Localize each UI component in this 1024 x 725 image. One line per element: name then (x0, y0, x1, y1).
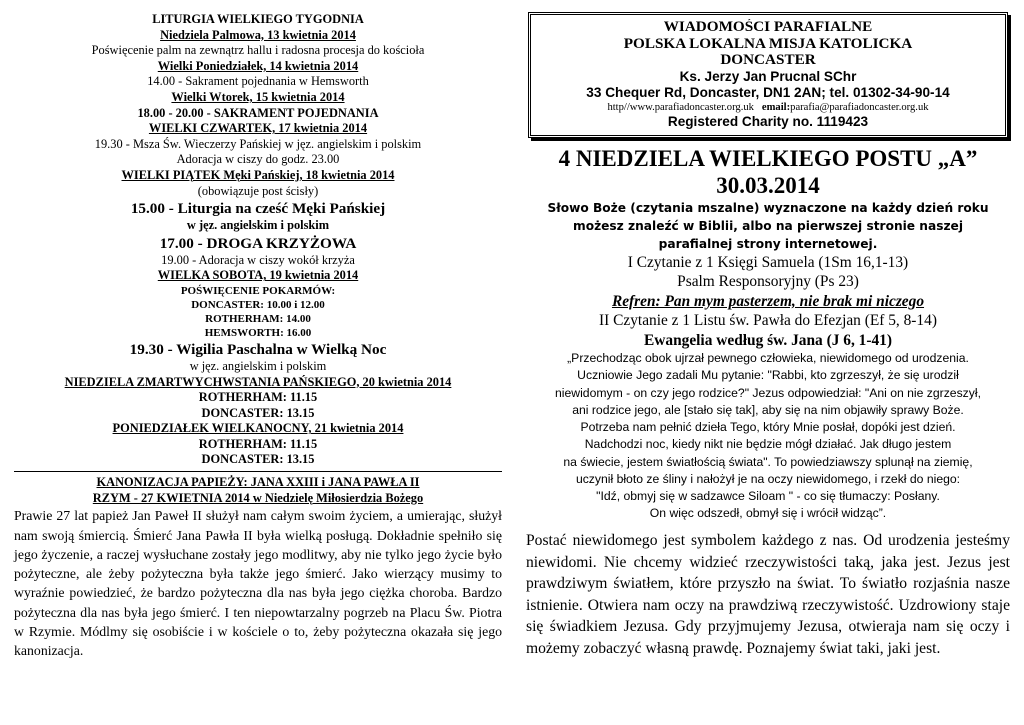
psalm-refrain: Refren: Pan mym pasterzem, nie brak mi niczego (611, 292, 925, 310)
liturgy-line: PONIEDZIAŁEK WIELKANOCNY, 21 kwietnia 2014 (112, 421, 404, 436)
liturgy-line: (obowiązuje post ścisły) (197, 183, 319, 198)
gospel-quote-line: na świecie, jestem światłością świata". To powiedziawszy splunął na ziemię, (563, 454, 973, 469)
liturgy-line: HEMSWORTH: 16.00 (204, 326, 312, 339)
liturgy-line: POŚWIĘCENIE POKARMÓW: (180, 284, 336, 297)
liturgy-line: w jęz. angielskim i polskim (186, 218, 330, 233)
gospel-quote-line: "Idź, obmyj się w sadzawce Siloam " - co się tłumaczy: Posłany. (596, 488, 940, 503)
liturgy-line: ROTHERHAM: 11.15 (198, 436, 318, 451)
gospel-quote-line: Potrzeba nam pełnić dzieła Tego, który Mnie posłał, dopóki jest dzień. (580, 420, 956, 435)
gospel-quote-line: uczynił błoto ze śliny i nałożył je na oczy niewidomego, i rzekł do niego: (575, 471, 961, 486)
gospel-quote-line: On więc odszedł, obmył się i wrócił widząc”. (649, 506, 887, 521)
liturgy-line: Niedziela Palmowa, 13 kwietnia 2014 (160, 27, 356, 42)
liturgy-line: WIELKI PIĄTEK Męki Pańskiej, 18 kwietnia 2014 (121, 167, 395, 182)
liturgy-line: DONCASTER: 13.15 (201, 405, 315, 420)
header-contact (537, 101, 999, 114)
psalm: Psalm Responsoryjny (Ps 23) (677, 273, 859, 291)
canonization-subtitle: RZYM - 27 KWIETNIA 2014 w Niedzielę Miłosierdzia Bożego (92, 490, 424, 505)
liturgy-line: DONCASTER: 10.00 i 12.00 (191, 298, 325, 311)
divider (14, 471, 502, 472)
liturgy-line: 15.00 - Liturgia na cześć Męki Pańskiej (130, 200, 386, 218)
liturgy-line: 19.30 - Wigilia Paschalna w Wielką Noc (129, 340, 387, 358)
liturgy-line: 17.00 - DROGA KRZYŻOWA (159, 234, 357, 252)
gospel-quote (526, 350, 1010, 522)
liturgy-line: WIELKA SOBOTA, 19 kwietnia 2014 (157, 268, 359, 283)
liturgy-line: Wielki Wtorek, 15 kwietnia 2014 (171, 89, 345, 104)
liturgy-line: 14.00 - Sakrament pojednania w Hemsworth (147, 74, 369, 89)
liturgy-line: 18.00 - 20.00 - SAKRAMENT POJEDNANIA (137, 105, 379, 120)
sunday-date: 30.03.2014 (716, 172, 820, 198)
liturgy-line: ROTHERHAM: 11.15 (198, 390, 318, 405)
gospel-quote-line: ani rodzice jego, ale [stało się tak], aby się na nim objawiły sprawy Boże. (572, 402, 964, 417)
liturgy-line: ROTHERHAM: 14.00 (205, 312, 311, 325)
gospel-title: Ewangelia według św. Jana (J 6, 1-41) (644, 331, 892, 349)
first-reading: I Czytanie z 1 Księgi Samuela (1Sm 16,1-13) (627, 253, 909, 271)
canonization-title: KANONIZACJA PAPIEŻY: JANA XXIII i JANA PAWŁA II (96, 475, 420, 490)
gospel-quote-line: Uczniowie Jego zadali Mu pytanie: "Rabbi, kto zgrzeszył, że się urodził (577, 368, 959, 383)
header-website[interactable]: http//www.parafiadoncaster.org.uk (607, 101, 754, 113)
liturgy-line: NIEDZIELA ZMARTWYCHWSTANIA PAŃSKIEGO, 20 kwietnia 2014 (64, 374, 452, 389)
word-of-god-line: parafialnej strony internetowej. (658, 236, 878, 251)
liturgy-line: w jęz. angielskim i polskim (189, 358, 327, 373)
liturgy-line: Adoracja w ciszy do godz. 23.00 (176, 152, 340, 167)
sunday-title: 4 NIEDZIELA WIELKIEGO POSTU „A” (558, 145, 978, 171)
canonization-text: Prawie 27 lat papież Jan Paweł II służył nam całym swoim życiem, a umierając, służył nam swoją śmiercią. Śmierć Jana Pawła II była wielką posługą. Dokładnie spełniło się jego życzenie, a raczej wysłuchane zostały jego modlitwy, aby nie tylko jego życie było pożyteczne, ale żeby pożyteczna była także jego śmierć. Jako wierzący musimy to wyraźnie powiedzieć, że bardzo pożyteczna dla nas była jego ciężka choroba. Bardzo pożyteczna dla nas była jego śmierć. I ten niepowtarzalny pogrzeb na Placu Św. Piotra w Rzymie. Módlmy się osobiście i w kościele o to, żeby pożyteczna okazała się jego kanonizacja. (14, 508, 502, 659)
liturgy-line: 19.30 - Msza Św. Wieczerzy Pańskiej w jęz. angielskim i polskim (94, 136, 422, 151)
liturgy-line: Wielki Poniedziałek, 14 kwietnia 2014 (157, 58, 359, 73)
header-charity: Registered Charity no. 1119423 (667, 113, 869, 129)
header-title: WIADOMOŚCI PARAFIALNE (663, 19, 873, 35)
header-mission: POLSKA LOKALNA MISJA KATOLICKA (623, 35, 913, 52)
left-column (14, 12, 502, 661)
liturgy-line: LITURGIA WIELKIEGO TYGODNIA (152, 12, 364, 26)
gospel-quote-line: „Przechodząc obok ujrzał pewnego człowieka, niewidomego od urodzenia. (567, 351, 969, 366)
holy-week-liturgy (14, 12, 502, 468)
parish-header-box (528, 12, 1008, 138)
word-of-god-note (526, 199, 1010, 253)
word-of-god-line: Słowo Boże (czytania mszalne) wyznaczone na każdy dzień roku (547, 200, 989, 215)
header-city: DONCASTER (720, 52, 816, 69)
right-column (526, 12, 1010, 659)
second-reading: II Czytanie z 1 Listu św. Pawła do Efezjan (Ef 5, 8-14) (599, 312, 937, 330)
gospel-quote-line: niewidomym - on czy jego rodzice?" Jezus odpowiedział: "Ani on nie zgrzeszył, (555, 385, 981, 400)
liturgy-line: Poświęcenie palm na zewnątrz hallu i radosna procesja do kościoła (91, 43, 425, 58)
gospel-quote-line: Nadchodzi noc, kiedy nikt nie będzie mógł działać. Jak długo jestem (584, 437, 952, 452)
header-email-label: email: (761, 101, 791, 113)
header-email[interactable]: parafia@parafiadoncaster.org.uk (790, 101, 929, 113)
liturgy-line: WIELKI CZWARTEK, 17 kwietnia 2014 (148, 121, 368, 136)
header-priest: Ks. Jerzy Jan Prucnal SChr (679, 68, 857, 84)
reflection-text: Postać niewidomego jest symbolem każdego z nas. Od urodzenia jesteśmy niewidomi. Nie chcemy widzieć rzeczywistości taką, jaka jest. Jezus jest prawdziwym światłem, które przyszło na świat. To światło rozjaśnia nasze istnienie. Otwiera nam oczy na prawdziwą rzeczywistość. Uzdrowiony staje się świadkiem Jezusa. Gdy przyjmujemy Jezusa, otwieraja nam się oczy i możemy zobaczyć własną prawdę. Poznajemy świat taki, jaki jest. (526, 532, 1010, 657)
word-of-god-line: możesz znaleźć w Biblii, albo na pierwszej stronie naszej (573, 218, 963, 233)
header-address: 33 Chequer Rd, Doncaster, DN1 2AN; tel. 01302-34-90-14 (586, 84, 950, 100)
liturgy-line: 19.00 - Adoracja w ciszy wokół krzyża (161, 252, 355, 267)
liturgy-line: DONCASTER: 13.15 (201, 452, 315, 467)
